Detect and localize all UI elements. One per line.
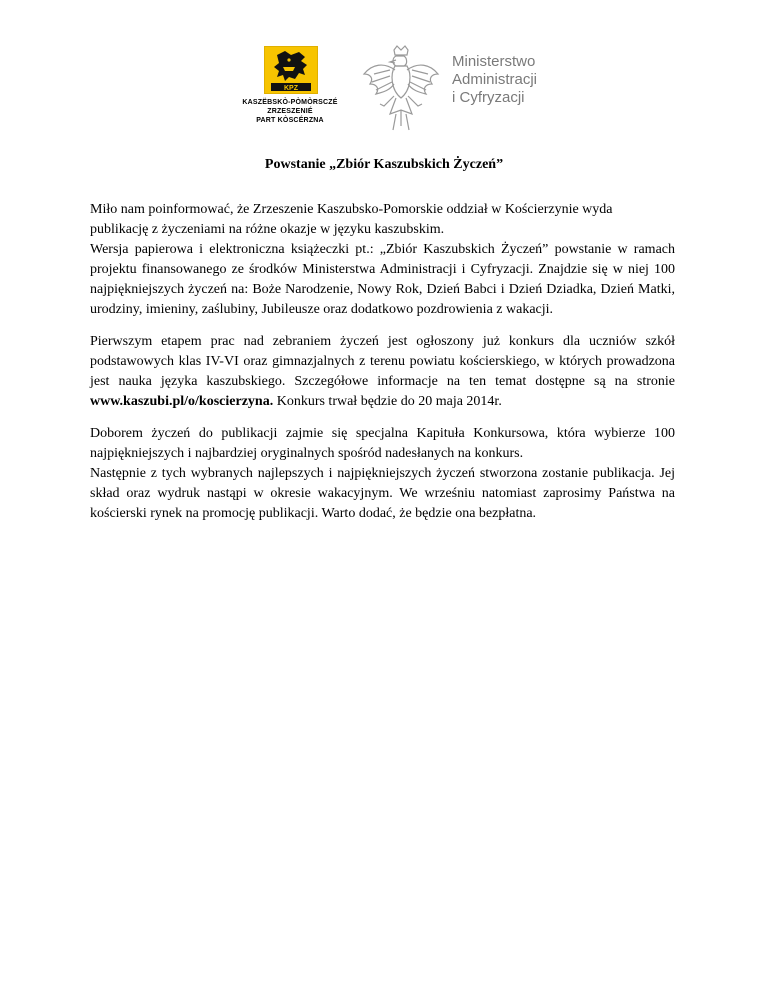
kpz-logo bbox=[240, 46, 340, 136]
kpz-caption-line: ZRZESZENIÉ bbox=[267, 108, 313, 115]
kpz-caption-line: KASZËBSKÒ-PÒMÒRSCZÉ bbox=[242, 99, 338, 106]
paragraph-2 bbox=[90, 332, 675, 412]
ministry-name-line: i Cyfryzacji bbox=[452, 89, 525, 106]
website-link[interactable]: www.kaszubi.pl/o/koscierzyna. bbox=[90, 394, 274, 409]
paragraph-text: Pierwszym etapem prac nad zebraniem życzeń jest ogłoszony już konkurs dla uczniów szkół podstawowych klas IV-VI oraz gimnazjalnych z terenu powiatu kościerskiego, w których prowadzona jest nauka języka kaszubskiego. Szczegółowe informacje na ten temat dostępne są na stronie bbox=[90, 334, 675, 389]
ministry-name-line: Administracji bbox=[452, 71, 538, 88]
paragraph-line: publikację z życzeniami na różne okazje w języku kaszubskim. bbox=[90, 222, 445, 237]
griffin-icon bbox=[265, 47, 317, 93]
paragraph-line: Następnie z tych wybranych najlepszych i najpiękniejszych życzeń stworzona zostanie publikacja. Jej skład oraz wydruk nastąpi w okresie wakacyjnym. We wrześniu natomiast zaprosimy Państwa na kościerski rynek na promocję publikacji. Warto dodać, że będzie ona bezpłatna. bbox=[90, 466, 675, 521]
paragraph-line: Doborem życzeń do publikacji zajmie się specjalna Kapituła Konkursowa, która wybierze 100 najpiękniejszych i najbardziej oryginalnych spośród nadesłanych na konkurs. bbox=[90, 426, 675, 461]
paragraph-3 bbox=[90, 424, 675, 524]
kpz-badge bbox=[264, 46, 318, 94]
paragraph-line: Wersja papierowa i elektroniczna książeczki pt.: „Zbiór Kaszubskich Życzeń” powstanie w ramach projektu finansowanego ze środków Ministerstwa Administracji i Cyfryzacji. Znajdzie się w niej 100 najpiękniejszych życzeń na: Boże Narodzenie, Nowy Rok, Dzień Babci i Dzień Dziadka, Dzień Matki, urodziny, imieniny, zaślubiny, Jubileusze oraz dodatkowo pozdrowienia z wakacji. bbox=[90, 242, 675, 317]
kpz-caption bbox=[240, 98, 340, 125]
kpz-badge-text: KPZ bbox=[284, 85, 298, 92]
eagle-emblem-icon bbox=[360, 44, 442, 136]
document-body bbox=[90, 200, 675, 536]
paragraph-line: Miło nam poinformować, że Zrzeszenie Kaszubsko-Pomorskie oddział w Kościerzynie wyda bbox=[90, 202, 613, 217]
ministry-name bbox=[452, 53, 537, 107]
paragraph-text: Konkurs trwał będzie do 20 maja 2014r. bbox=[276, 394, 502, 409]
ministry-name-line: Ministerstwo bbox=[452, 53, 536, 70]
document-title: Powstanie „Zbiór Kaszubskich Życzeń” bbox=[264, 157, 504, 172]
paragraph-1 bbox=[90, 200, 675, 320]
kpz-caption-line: PART KÒSCÉRZNA bbox=[256, 117, 324, 124]
